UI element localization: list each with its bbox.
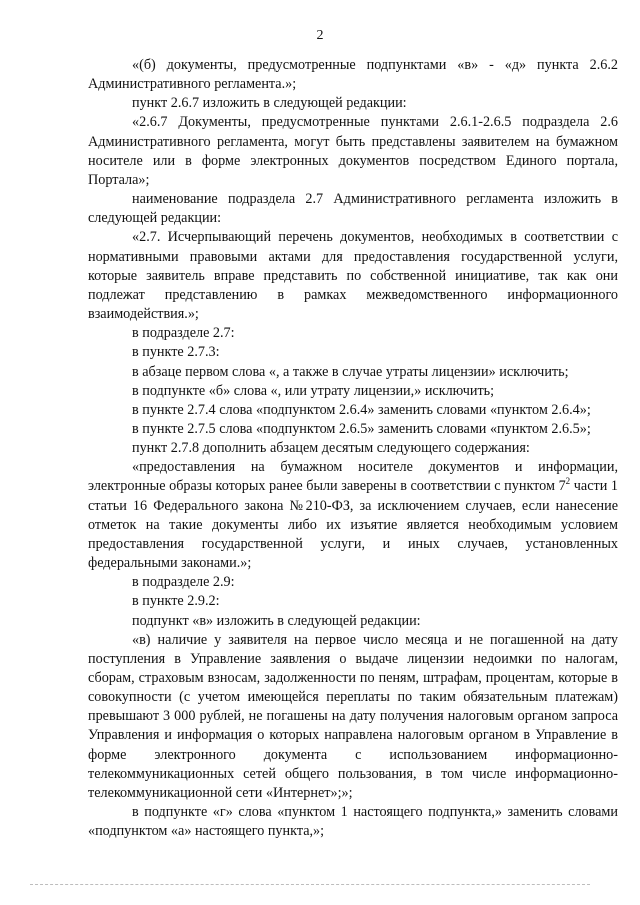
paragraph-15: в пункте 2.9.2: — [132, 593, 220, 610]
paragraph-6: в подразделе 2.7: — [132, 325, 235, 342]
paragraph-18: в подпункте «г» слова «пунктом 1 настоящего подпункта,» заменить словами «подпунктом «а» настоящего пункта,»; — [88, 804, 618, 840]
paragraph-13 — [88, 458, 618, 573]
bottom-divider — [30, 884, 590, 885]
paragraph-8: в абзаце первом слова «, а также в случае утраты лицензии» исключить; — [132, 363, 569, 380]
superscript-number: 2 — [565, 476, 571, 487]
paragraph-10: в пункте 2.7.4 слова «подпунктом 2.6.4» заменить словами «пунктом 2.6.4»; — [132, 401, 591, 418]
paragraph-3: «2.6.7 Документы, предусмотренные пунктами 2.6.1-2.6.5 подраздела 2.6 Административного регламента, могут быть представлены заявителем на бумажном носителе или в форме электронных документов посредством Единого портала, Портала»; — [88, 114, 618, 188]
paragraph-9: в подпункте «б» слова «, или утрату лицензии,» исключить; — [132, 382, 495, 399]
paragraph-12: пункт 2.7.8 дополнить абзацем десятым следующего содержания: — [132, 440, 530, 457]
paragraph-7: в пункте 2.7.3: — [132, 344, 220, 361]
paragraph-2: пункт 2.6.7 изложить в следующей редакции: — [132, 95, 407, 112]
paragraph-13-text-before: «предоставления на бумажном носителе документов и информации, электронные образы которых ранее были заверены в соответствии с пунктом 7 — [88, 459, 618, 495]
document-body — [88, 56, 618, 841]
paragraph-17: «в) наличие у заявителя на первое число месяца и не погашенной на дату поступления в Управление заявления о выдаче лицензии недоимки по налогам, сборам, страховым взносам, задолженности по пеням, штрафам, процентам, которые в совокупности (с учетом имеющейся переплаты по таким обязательным платежам) превышают 3 000 рублей, не погашены на дату получения налоговым органом запроса Управления и информация о которых направлена налоговым органом в Управление в форме электронного документа с использованием информационно-телекоммуникационных сетей общего пользования, в том числе информационно-телекоммуникационной сети «Интернет»;»; — [88, 631, 618, 801]
paragraph-4: наименование подраздела 2.7 Административного регламента изложить в следующей редакции: — [88, 191, 618, 227]
paragraph-5: «2.7. Исчерпывающий перечень документов, необходимых в соответствии с нормативными правовыми актами для предоставления государственной услуги, которые заявитель вправе представить по собственной инициативе, так как они подлежат представлению в рамках межведомственного информационного взаимодействия.»; — [88, 229, 618, 323]
page-number: 2 — [316, 28, 324, 43]
paragraph-13-text-after: части 1 статьи 16 Федерального закона №210-ФЗ, за исключением случаев, если нанесение отметок на такие документы либо их изъятие является необходимым условием предоставления государственной услуги, и иных случаев, установленных федеральными законами.»; — [88, 478, 618, 572]
paragraph-16: подпункт «в» изложить в следующей редакции: — [132, 612, 421, 629]
paragraph-14: в подразделе 2.9: — [132, 574, 235, 591]
paragraph-1: «(б) документы, предусмотренные подпунктами «в» - «д» пункта 2.6.2 Административного регламента.»; — [88, 57, 618, 93]
paragraph-11: в пункте 2.7.5 слова «подпунктом 2.6.5» заменить словами «пунктом 2.6.5»; — [132, 420, 591, 437]
